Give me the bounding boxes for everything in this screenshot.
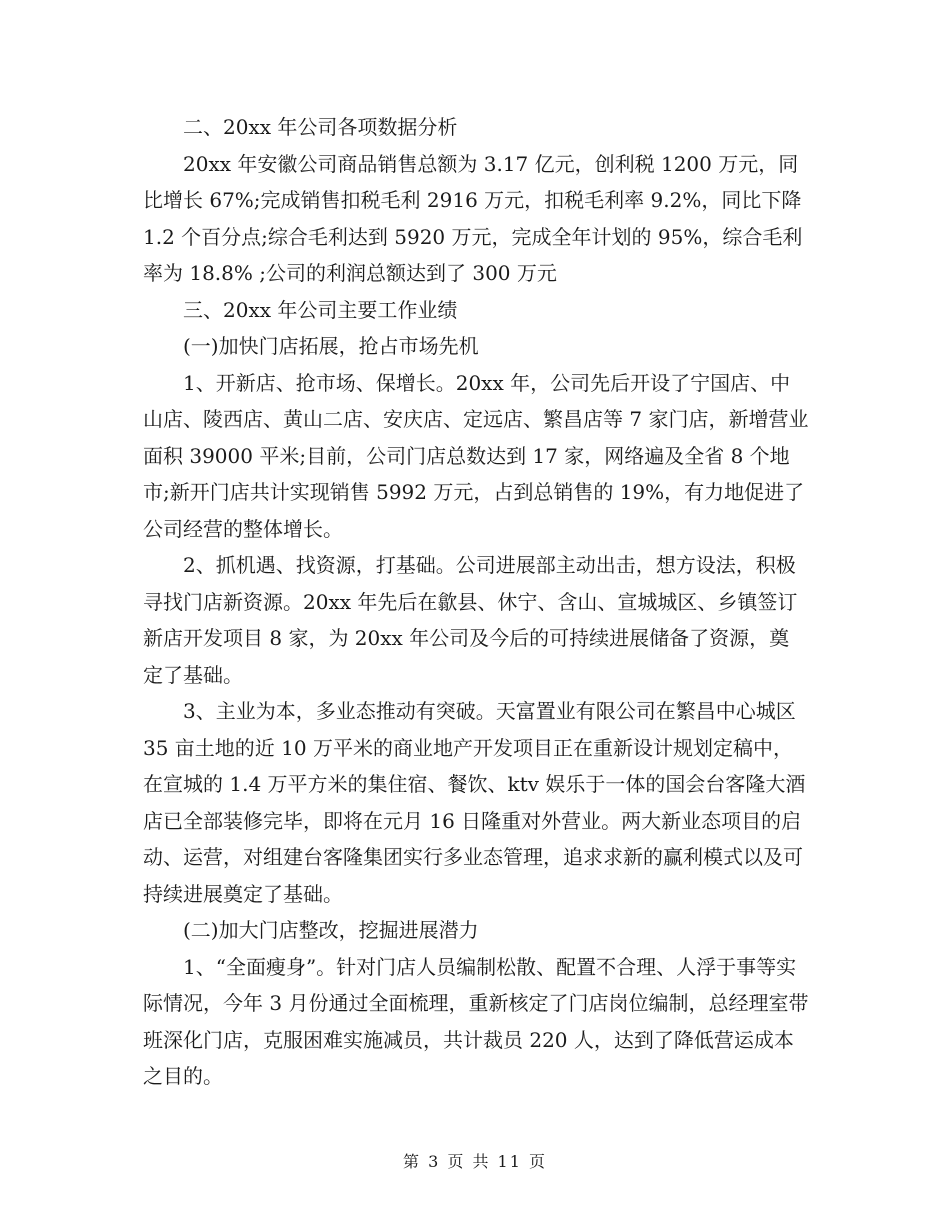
- section-heading-data-analysis: 二、20xx 年公司各项数据分析: [183, 115, 458, 139]
- paragraph-opportunities: 2、抓机遇、找资源，打基础。公司进展部主动出击，想方设法，积极寻找门店新资源。20xx 年先后在歙县、休宁、含山、宣城城区、乡镇签订新店开发项目 8 家，为 20xx 年公司及今后的可持续进展储备了资源，奠定了基础。: [143, 553, 798, 687]
- document-body: [143, 109, 809, 1095]
- paragraph-sales-summary: 20xx 年安徽公司商品销售总额为 3.17 亿元，创利税 1200 万元，同比增长 67%;完成销售扣税毛利 2916 万元，扣税毛利率 9.2%，同比下降 1.2 个百分点;综合毛利达到 5920 万元，完成全年计划的 95%，综合毛利率为 18.8% ;公司的利润总额达到了 300 万元: [143, 151, 803, 285]
- paragraph-downsizing: 1、“全面瘦身”。针对门店人员编制松散、配置不合理、人浮于事等实际情况，今年 3 月份通过全面梳理，重新核定了门店岗位编制，总经理室带班深化门店，克服困难实施减员，共计裁员 220 人，达到了降低营运成本之目的。: [143, 954, 809, 1088]
- paragraph-multi-format: 3、主业为本，多业态推动有突破。天富置业有限公司在繁昌中心城区 35 亩土地的近 10 万平米的商业地产开发项目正在重新设计规划定稿中，在宣城的 1.4 万平方米的集住宿、餐饮、ktv 娱乐于一体的国会台客隆大酒店已全部装修完毕，即将在元月 16 日隆重对外营业。两大新业态项目的启动、运营，对组建台客隆集团实行多业态管理，追求求新的赢利模式以及可持续进展奠定了基础。: [143, 699, 806, 906]
- paragraph-new-stores: 1、开新店、抢市场、保增长。20xx 年，公司先后开设了宁国店、中山店、陵西店、黄山二店、安庆店、定远店、繁昌店等 7 家门店，新增营业面积 39000 平米;目前，公司门店总数达到 17 家，网络遍及全省 8 个地市;新开门店共计实现销售 5992 万元，占到总销售的 19%，有力地促进了公司经营的整体增长。: [143, 370, 809, 541]
- subheading-store-expansion: (一)加快门店拓展，抢占市场先机: [183, 334, 479, 358]
- page-footer: 第 3 页 共 11 页: [403, 1152, 547, 1171]
- section-heading-work-results: 三、20xx 年公司主要工作业绩: [183, 297, 458, 322]
- subheading-store-rectification: (二)加大门店整改，挖掘进展潜力: [183, 918, 479, 942]
